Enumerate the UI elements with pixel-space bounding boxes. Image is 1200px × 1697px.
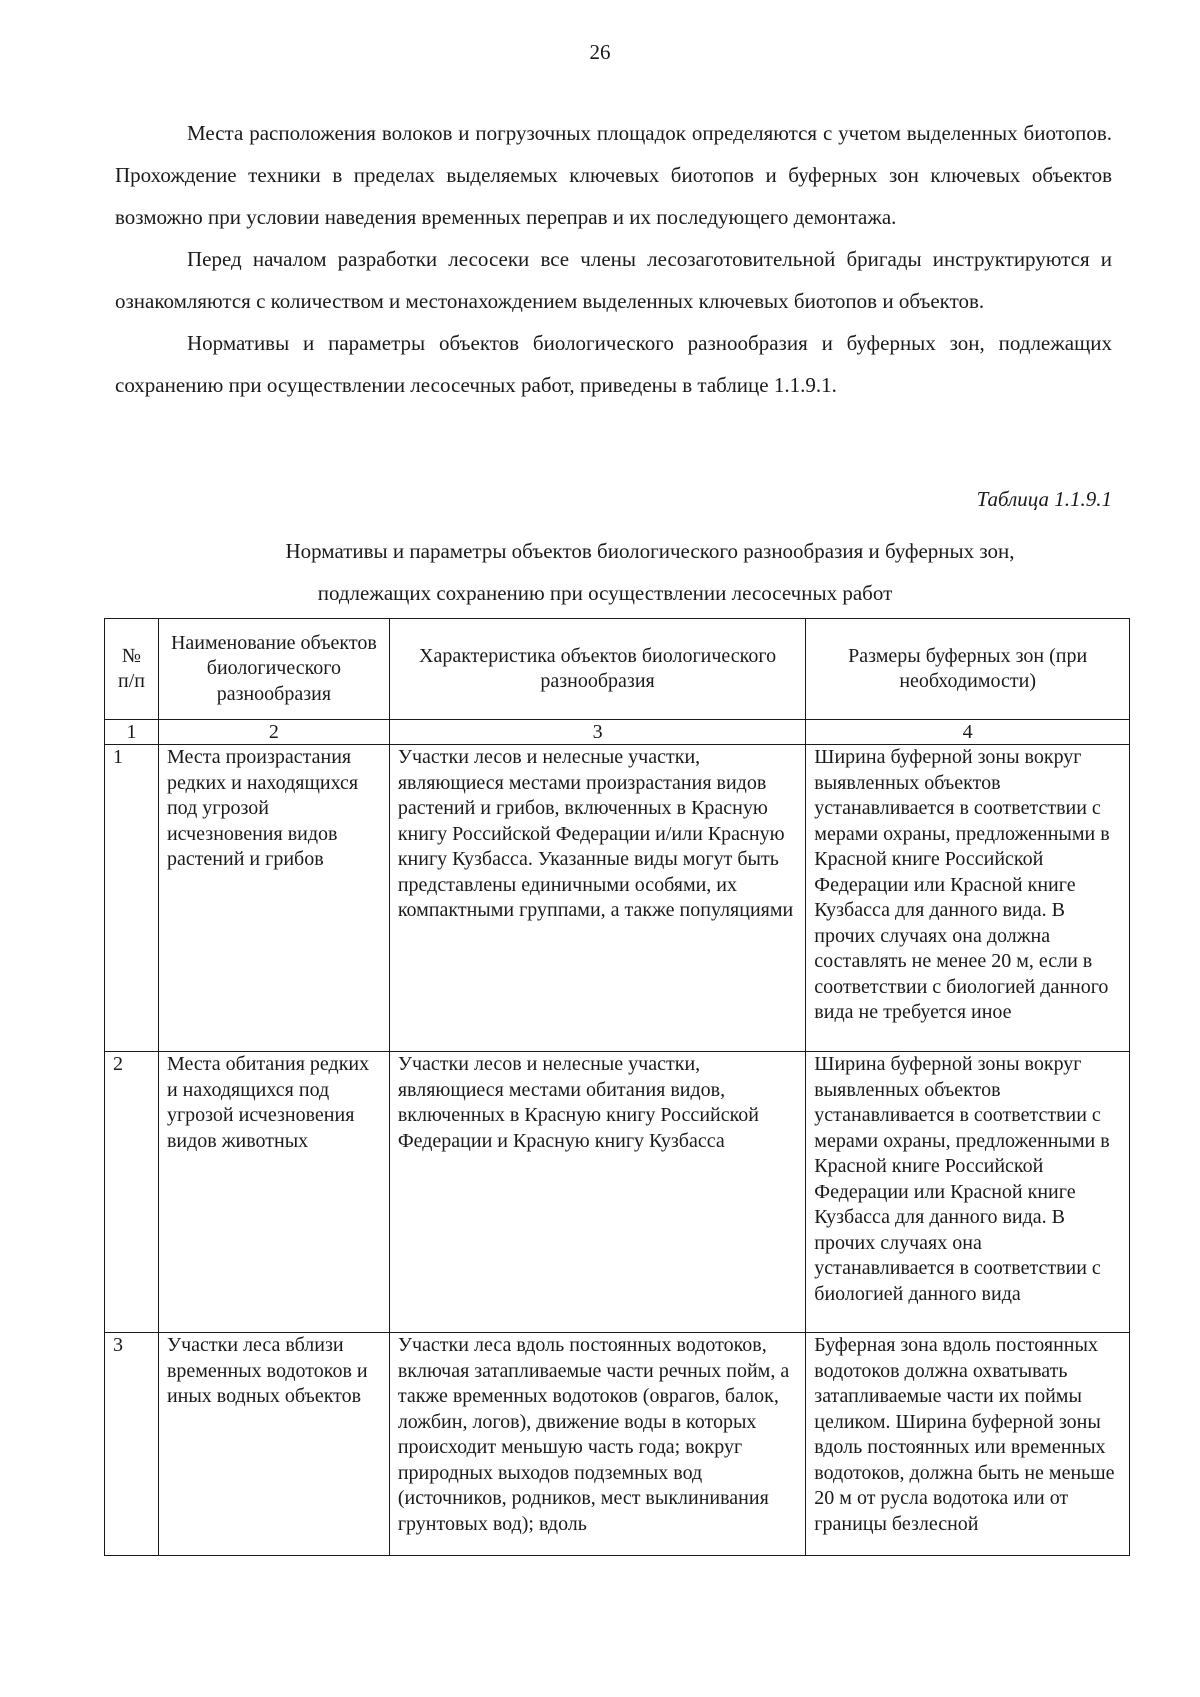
column-number-cell: 4	[806, 720, 1130, 745]
header-cell-characteristics: Характеристика объектов биологического разнообразия	[389, 619, 805, 720]
biodiversity-table	[104, 618, 1130, 1556]
characteristics-cell: Участки леса вдоль постоянных водотоков, включая затапливаемые части речных пойм, а также временных водотоков (оврагов, балок, ложбин, логов), движение воды в которых происходит меньшую часть года; вокруг природных выходов подземных вод (источников, родников, мест выклинивания грунтовых вод); вдоль	[389, 1333, 805, 1556]
table-row	[105, 745, 1130, 1052]
table-label: Таблица 1.1.9.1	[976, 487, 1112, 511]
table-caption-line: Нормативы и параметры объектов биологического разнообразия и буферных зон,	[285, 539, 1015, 563]
paragraph: Перед началом разработки лесосеки все члены лесозаготовительной бригады инструктируются и ознакомляются с количеством и местонахождением выделенных ключевых биотопов и объектов.	[115, 247, 1112, 313]
column-number-cell: 2	[158, 720, 389, 745]
page-number: 26	[589, 40, 611, 64]
table-row	[105, 1333, 1130, 1556]
column-number-cell: 1	[105, 720, 159, 745]
buffer-zone-cell: Буферная зона вдоль постоянных водотоков должна охватывать затапливаемые части их поймы целиком. Ширина буферной зоны вдоль постоянных или временных водотоков, должна быть не меньше 20 м от русла водотока или от границы безлесной	[806, 1333, 1130, 1556]
row-number-cell: 3	[105, 1333, 159, 1556]
table-row	[105, 1052, 1130, 1333]
characteristics-cell: Участки лесов и нелесные участки, являющиеся местами обитания видов, включенных в Красную книгу Российской Федерации и Красную книгу Кузбасса	[389, 1052, 805, 1333]
object-name-cell: Места обитания редких и находящихся под угрозой исчезновения видов животных	[158, 1052, 389, 1333]
row-number-cell: 1	[105, 745, 159, 1052]
paragraph: Места расположения волоков и погрузочных площадок определяются с учетом выделенных биотопов. Прохождение техники в пределах выделяемых ключевых биотопов и буферных зон ключевых объектов возможно при условии наведения временных переправ и их последующего демонтажа.	[115, 121, 1112, 229]
table-caption-line: подлежащих сохранению при осуществлении лесосечных работ	[317, 581, 893, 605]
row-number-cell: 2	[105, 1052, 159, 1333]
table-header-row	[105, 619, 1130, 720]
table-caption	[100, 530, 1110, 614]
header-cell-number: № п/п	[105, 619, 159, 720]
paragraph: Нормативы и параметры объектов биологического разнообразия и буферных зон, подлежащих сохранению при осуществлении лесосечных работ, приведены в таблице 1.1.9.1.	[115, 331, 1112, 397]
column-number-cell: 3	[389, 720, 805, 745]
body-text	[115, 112, 1112, 406]
buffer-zone-cell: Ширина буферной зоны вокруг выявленных объектов устанавливается в соответствии с мерами охраны, предложенными в Красной книге Российской Федерации или Красной книге Кузбасса для данного вида. В прочих случаях она должна составлять не менее 20 м, если в соответствии с биологией данного вида не требуется иное	[806, 745, 1130, 1052]
characteristics-cell: Участки лесов и нелесные участки, являющиеся местами произрастания видов растений и грибов, включенных в Красную книгу Российской Федерации и/или Красную книгу Кузбасса. Указанные виды могут быть представлены единичными особями, их компактными группами, а также популяциями	[389, 745, 805, 1052]
object-name-cell: Участки леса вблизи временных водотоков и иных водных объектов	[158, 1333, 389, 1556]
column-number-row	[105, 720, 1130, 745]
buffer-zone-cell: Ширина буферной зоны вокруг выявленных объектов устанавливается в соответствии с мерами охраны, предложенными в Красной книге Российской Федерации или Красной книге Кузбасса для данного вида. В прочих случаях она устанавливается в соответствии с биологией данного вида	[806, 1052, 1130, 1333]
object-name-cell: Места произрастания редких и находящихся под угрозой исчезновения видов растений и грибов	[158, 745, 389, 1052]
header-cell-buffer: Размеры буферных зон (при необходимости)	[806, 619, 1130, 720]
header-cell-name: Наименование объектов биологического разнообразия	[158, 619, 389, 720]
